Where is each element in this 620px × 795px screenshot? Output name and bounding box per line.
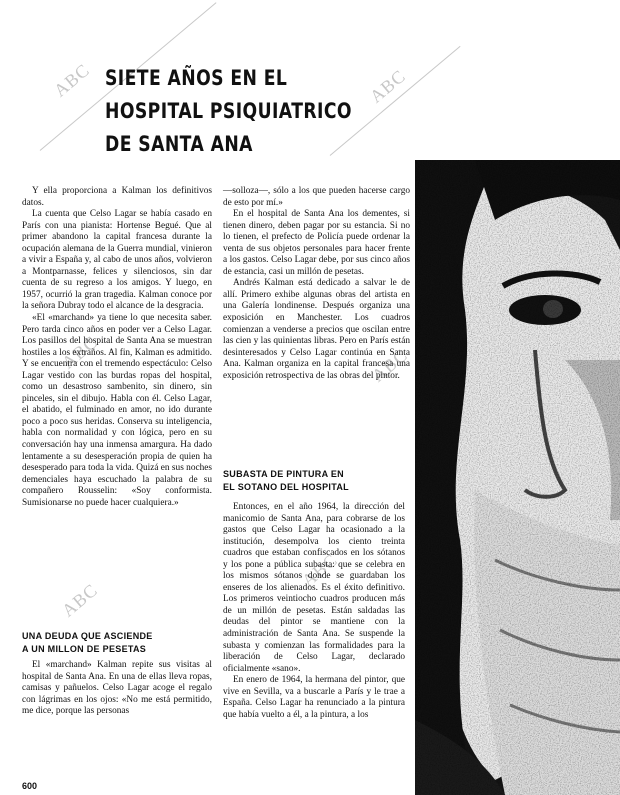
section-subhead-subasta — [223, 468, 413, 494]
paragraph: En el hospital de Santa Ana los dementes, si tienen dinero, deben pagar por su estancia. Si no lo tienen, el prefecto de Policía puede ordenar la venta de sus objetos personales para hacer frente a los gastos. Celso Lagar debe, por sus cinco años de estancia, casi un millón de pesetas. — [223, 209, 410, 277]
subhead-line: UNA DEUDA QUE ASCIENDE — [22, 631, 153, 641]
headline-line: SIETE AÑOS EN EL — [105, 66, 288, 90]
watermark-abc: ABC — [49, 59, 94, 101]
article-column-1 — [22, 186, 212, 509]
headline-line: DE SANTA ANA — [105, 132, 253, 156]
paragraph: —solloza—, sólo a los que pueden hacerse cargo de esto por mí.» — [223, 186, 410, 208]
paragraph: Y ella proporciona a Kalman los definitivos datos. — [22, 186, 212, 208]
section-subhead-deuda — [22, 630, 212, 656]
subhead-line: SUBASTA DE PINTURA EN — [223, 469, 344, 479]
article-column-2 — [223, 186, 410, 382]
paragraph: La cuenta que Celso Lagar se había casado en París con una pianista: Hortense Begué. Que al primer abandono la capital francesa durante la ocupación alemana de la Guerra mundial, vinieron a vivir a España y, al cabo de unos años, volvieron a Montparnasse, felices y silenciosos, sin dar cuenta de su regreso a los amigos. Y luego, en 1957, ocurrió la gran tragedia. Kalman conoce por la señora Dubray todo el alcance de la desgracia. — [22, 209, 212, 312]
article-column-1-continued — [22, 660, 212, 718]
page-number: 600 — [22, 781, 38, 791]
portrait-photo — [415, 160, 620, 795]
watermark-abc: ABC — [297, 549, 342, 591]
article-headline — [105, 62, 352, 161]
subhead-line: A UN MILLON DE PESETAS — [22, 644, 147, 654]
watermark-abc: ABC — [367, 344, 412, 386]
paragraph: En enero de 1964, la hermana del pintor, que vive en Sevilla, va a buscarle a París y le trae a España. Celso Lagar ha renunciado a la pintura que había vuelto a él, a la pintura, a los — [223, 675, 405, 720]
article-column-2-continued — [223, 502, 405, 721]
subhead-line: EL SOTANO DEL HOSPITAL — [223, 482, 349, 492]
watermark-abc: ABC — [57, 331, 102, 373]
watermark-abc: ABC — [57, 579, 102, 621]
paragraph: El «marchand» Kalman repite sus visitas al hospital de Santa Ana. En una de ellas lleva ropas, camisas y pañuelos. Celso Lagar acoge el regalo con lágrimas en los ojos: «No me está permitido, me dice, porque las personas — [22, 660, 212, 717]
watermark-abc: ABC — [365, 65, 410, 107]
paragraph: Andrés Kalman está dedicado a salvar le de allí. Primero exhibe algunas obras del artista en una Galería londinense. Después organiza una exposición en Manchester. Los cuadros comienzan a venderse a precios que oscilan entre las cien y las quinientas libras. Pero en París están desinteresados y Celso Lagar continúa en Santa Ana. Kalman organiza en la capital francesa una exposición retrospectiva de las obras del pintor. — [223, 278, 410, 381]
paragraph: «El «marchand» ya tiene lo que necesita saber. Pero tarda cinco años en poder ver a Celso Lagar. Los pasillos del hospital de Santa Ana se muestran hostiles a los extraños. Al fin, Kalman es admitido. Y se encuentra con el tremendo espectáculo: Celso Lagar vestido con las burdas ropas del hospital, como un desastroso sambenito, sin dinero, sin pinceles, sin el dibujo. Habla con él. Celso Lagar, el abatido, el fulminado en amor, no ido durante poco a poco sus heridas. Conserva su inteligencia, habla con normalidad y con lógica, pero en su conversación hay una inmensa amargura. Ha dado lentamente a su desesperación propia de quien ha desesperado para toda la vida. Quizá en sus noches demenciales haya escuchado la palabra de su compañero Rousselin: «Soy conformista. Sumisionarse no puede hacer cualquiera.» — [22, 313, 212, 508]
paragraph: Entonces, en el año 1964, la dirección del manicomio de Santa Ana, para cobrarse de los gastos que Celso Lagar ha ocasionado a la institución, desempolva los ciento treinta cuadros que estaban confiscados en los sótanos y los pone a pública subasta: que se celebra en los mismos sótanos donde se guardaban los enseres de los alienados. Es el éxito definitivo. Los primeros veintiocho cuadros producen más de un millón de pesetas. Están saldadas las deudas del pintor se mantiene con la administración de Santa Ana. Se suspende la subasta y comienzan las formalidades para la liberación de Celso Lagar, declarado oficialmente «sano». — [223, 502, 405, 674]
headline-line: HOSPITAL PSIQUIATRICO — [105, 99, 352, 123]
